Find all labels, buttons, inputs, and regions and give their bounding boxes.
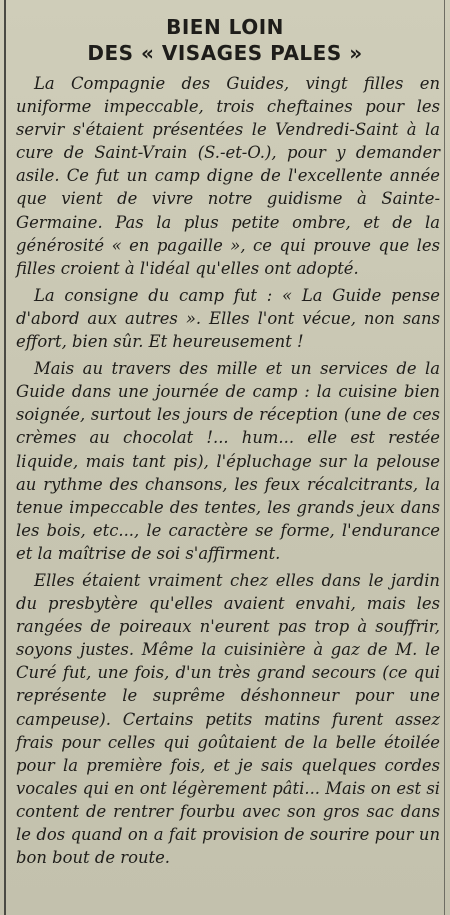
paragraph-1: La Compagnie des Guides, vingt filles en uniforme impeccable, trois cheftaines pour les servir s'étaient présentées le Vendredi-Saint à la cure de Saint-Vrain (S.-et-O.), pour y demander asile. Ce fut un camp digne de l'excellente année que vient de vivre notre guidisme à Sainte-Germaine. Pas la plus petite ombre, et de la générosité « en pagaille », ce qui prouve que les filles croient à l'idéal qu'elles ont adopté. (16, 74, 440, 278)
article-body (16, 72, 440, 873)
headline-line-2: DES « VISAGES PALES » (87, 41, 363, 65)
paragraph-3: Mais au travers des mille et un services de la Guide dans une journée de camp : la cuisine bien soignée, surtout les jours de réception (une de ces crèmes au chocolat !... hum... elle est restée liquide, mais tant pis), l'épluchage sur la pelouse au rythme des chansons, les feux récalcitrants, la tenue impeccable des tentes, les grands jeux dans les bois, etc..., le caractère se forme, l'endurance et la maîtrise de soi s'affirment. (16, 359, 440, 563)
column-rule-left (4, 0, 6, 915)
paragraph-4: Elles étaient vraiment chez elles dans le jardin du presbytère qu'elles avaient envahi, mais les rangées de poireaux n'eurent pas trop à souffrir, soyons justes. Même la cuisinière à gaz de M. le Curé fut, une fois, d'un très grand secours (ce qui représente le suprême déshonneur pour une campeuse). Certains petits matins furent assez frais pour celles qui goûtaient de la belle étoilée pour la première fois, et je sais quelques cordes vocales qui en ont légèrement pâti... Mais on est si content de rentrer fourbu avec son gros sac dans le dos quand on a fait provision de sourire pour un bon bout de route. (16, 570, 440, 868)
paragraph-2: La consigne du camp fut : « La Guide pense d'abord aux autres ». Elles l'ont vécue, non sans effort, bien sûr. Et heureusement ! (16, 285, 440, 352)
headline-line-1: BIEN LOIN (166, 15, 284, 39)
article-headline (0, 0, 450, 66)
column-rule-right (444, 0, 445, 915)
